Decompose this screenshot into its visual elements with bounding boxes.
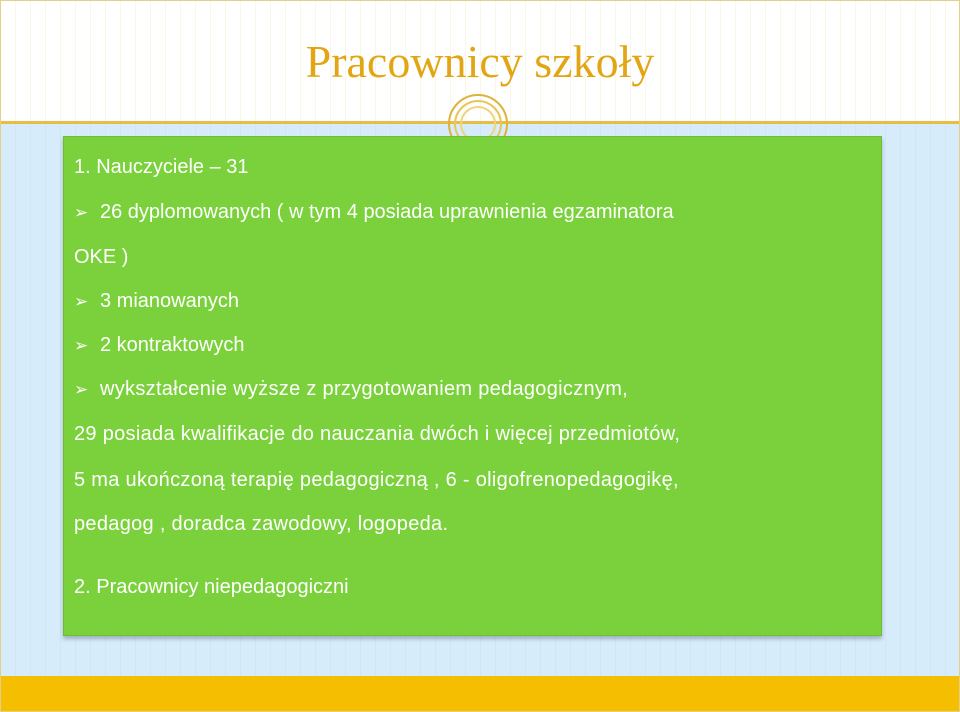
slide-title: Pracownicy szkoły	[305, 36, 655, 87]
list-item	[74, 333, 245, 358]
section-heading-staff: 2. Pracownicy niepedagogiczni	[74, 576, 349, 598]
list-item-text: 2 kontraktowych	[100, 334, 245, 356]
arrow-bullet-icon: ➢	[74, 336, 89, 355]
list-item	[74, 377, 628, 402]
arrow-bullet-icon: ➢	[74, 292, 89, 311]
list-item	[74, 289, 239, 314]
list-item-text: wykształcenie wyższe z przygotowaniem pedagogicznym,	[100, 378, 629, 400]
paragraph-line: 29 posiada kwalifikacje do nauczania dwóch i więcej przedmiotów,	[74, 423, 681, 445]
paragraph-line: pedagog , doradca zawodowy, logopeda.	[74, 513, 449, 535]
footer-bar	[1, 676, 959, 711]
arrow-bullet-icon: ➢	[74, 203, 89, 222]
arrow-bullet-icon: ➢	[74, 380, 89, 399]
content-box	[63, 136, 882, 636]
section-heading-teachers: 1. Nauczyciele – 31	[74, 156, 249, 178]
list-item-continuation: OKE )	[74, 246, 129, 268]
list-item	[74, 200, 674, 225]
list-item-text: 3 mianowanych	[100, 290, 239, 312]
list-item-text: 26 dyplomowanych ( w tym 4 posiada uprawnienia egzaminatora	[100, 201, 674, 223]
paragraph-line: 5 ma ukończoną terapię pedagogiczną , 6 - oligofrenopedagogikę,	[74, 469, 679, 491]
